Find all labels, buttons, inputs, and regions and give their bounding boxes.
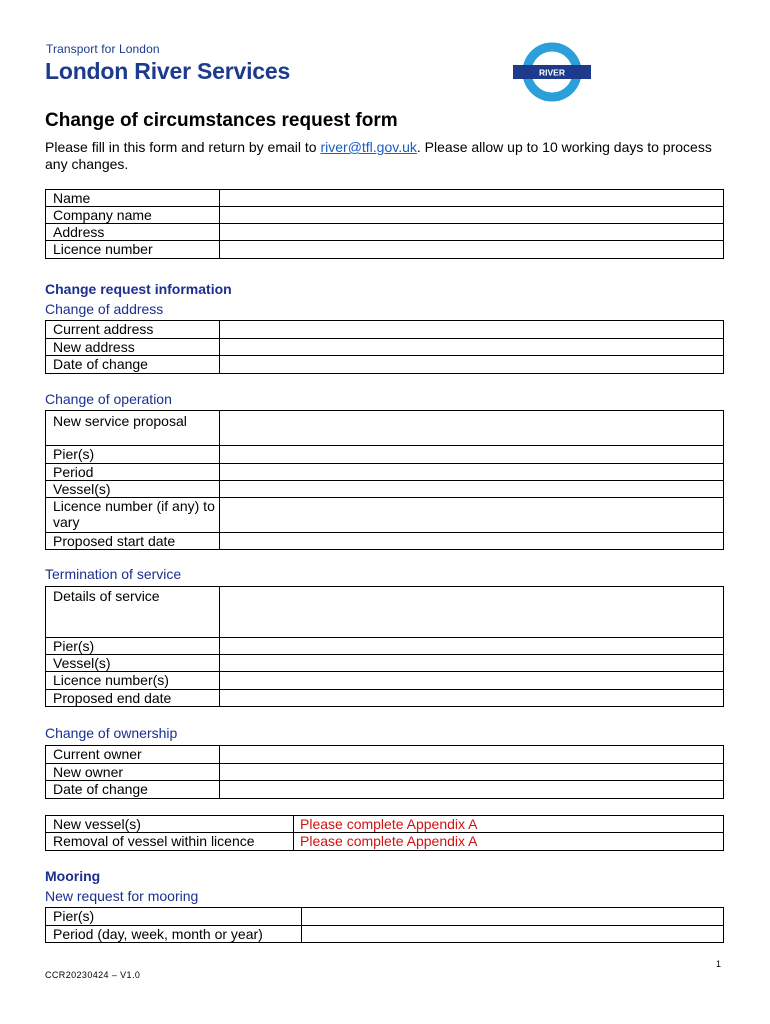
operation-piers-label: Pier(s) — [46, 446, 220, 464]
change-of-ownership-heading: Change of ownership — [45, 725, 178, 741]
current-owner-label: Current owner — [46, 746, 220, 764]
licence-numbers-field[interactable] — [220, 672, 724, 690]
change-of-address-table — [45, 320, 724, 374]
new-vessels-note: Please complete Appendix A — [294, 816, 724, 833]
removal-of-vessel-label: Removal of vessel within licence — [46, 833, 294, 851]
vessel-changes-table — [45, 815, 724, 851]
new-owner-field[interactable] — [220, 764, 724, 781]
address-field[interactable] — [220, 224, 724, 241]
new-address-label: New address — [46, 339, 220, 356]
new-service-proposal-field[interactable] — [220, 411, 724, 446]
mooring-period-label: Period (day, week, month or year) — [46, 926, 302, 943]
change-of-address-heading: Change of address — [45, 301, 164, 317]
operation-piers-field[interactable] — [220, 446, 724, 464]
new-owner-label: New owner — [46, 764, 220, 781]
mooring-piers-label: Pier(s) — [46, 908, 302, 926]
mooring-heading: Mooring — [45, 868, 101, 884]
change-request-heading: Change request information — [45, 281, 232, 297]
mooring-period-field[interactable] — [302, 926, 724, 943]
new-vessels-label: New vessel(s) — [46, 816, 294, 833]
details-of-service-label: Details of service — [46, 587, 220, 638]
brand-title: London River Services — [45, 58, 291, 84]
period-label: Period — [46, 464, 220, 481]
licence-number-field[interactable] — [220, 241, 724, 259]
new-address-field[interactable] — [220, 339, 724, 356]
licence-number-label: Licence number — [46, 241, 220, 259]
name-label: Name — [46, 190, 220, 207]
period-field[interactable] — [220, 464, 724, 481]
operation-vessels-label: Vessel(s) — [46, 481, 220, 498]
intro-text-after: . Please allow up to 10 working days to process any changes. — [45, 139, 712, 172]
operation-vessels-field[interactable] — [220, 481, 724, 498]
intro-paragraph — [45, 139, 735, 173]
change-of-ownership-table — [45, 745, 724, 799]
page-number: 1 — [716, 959, 722, 969]
date-of-change-field[interactable] — [220, 356, 724, 374]
proposed-start-date-field[interactable] — [220, 533, 724, 550]
new-mooring-request-heading: New request for mooring — [45, 888, 199, 904]
termination-of-service-heading: Termination of service — [45, 566, 182, 582]
change-of-operation-heading: Change of operation — [45, 391, 172, 407]
ownership-date-of-change-field[interactable] — [220, 781, 724, 799]
mooring-table — [45, 907, 724, 943]
proposed-end-date-field[interactable] — [220, 690, 724, 707]
intro-text-before: Please fill in this form and return by email to — [45, 139, 321, 155]
address-label: Address — [46, 224, 220, 241]
proposed-end-date-label: Proposed end date — [46, 690, 220, 707]
document-code: CCR20230424 – V1.0 — [45, 970, 141, 980]
company-name-label: Company name — [46, 207, 220, 224]
termination-piers-label: Pier(s) — [46, 638, 220, 655]
page-title: Change of circumstances request form — [45, 110, 398, 131]
brand-small-text: Transport for London — [46, 42, 160, 56]
termination-piers-field[interactable] — [220, 638, 724, 655]
licence-numbers-label: Licence number(s) — [46, 672, 220, 690]
mooring-piers-field[interactable] — [302, 908, 724, 926]
termination-vessels-label: Vessel(s) — [46, 655, 220, 672]
date-of-change-label: Date of change — [46, 356, 220, 374]
details-of-service-field[interactable] — [220, 587, 724, 638]
new-service-proposal-label: New service proposal — [46, 411, 220, 446]
licence-to-vary-field[interactable] — [220, 498, 724, 533]
licence-to-vary-label: Licence number (if any) to vary — [46, 498, 220, 533]
company-name-field[interactable] — [220, 207, 724, 224]
proposed-start-date-label: Proposed start date — [46, 533, 220, 550]
email-link[interactable]: river@tfl.gov.uk — [320, 139, 417, 155]
applicant-details-table — [45, 189, 724, 259]
removal-of-vessel-note: Please complete Appendix A — [294, 833, 724, 851]
termination-of-service-table — [45, 586, 724, 707]
name-field[interactable] — [220, 190, 724, 207]
current-owner-field[interactable] — [220, 746, 724, 764]
current-address-label: Current address — [46, 321, 220, 339]
change-of-operation-table — [45, 410, 724, 550]
ownership-date-of-change-label: Date of change — [46, 781, 220, 799]
current-address-field[interactable] — [220, 321, 724, 339]
river-roundel-logo — [512, 42, 592, 102]
roundel-label: RIVER — [539, 67, 565, 78]
termination-vessels-field[interactable] — [220, 655, 724, 672]
